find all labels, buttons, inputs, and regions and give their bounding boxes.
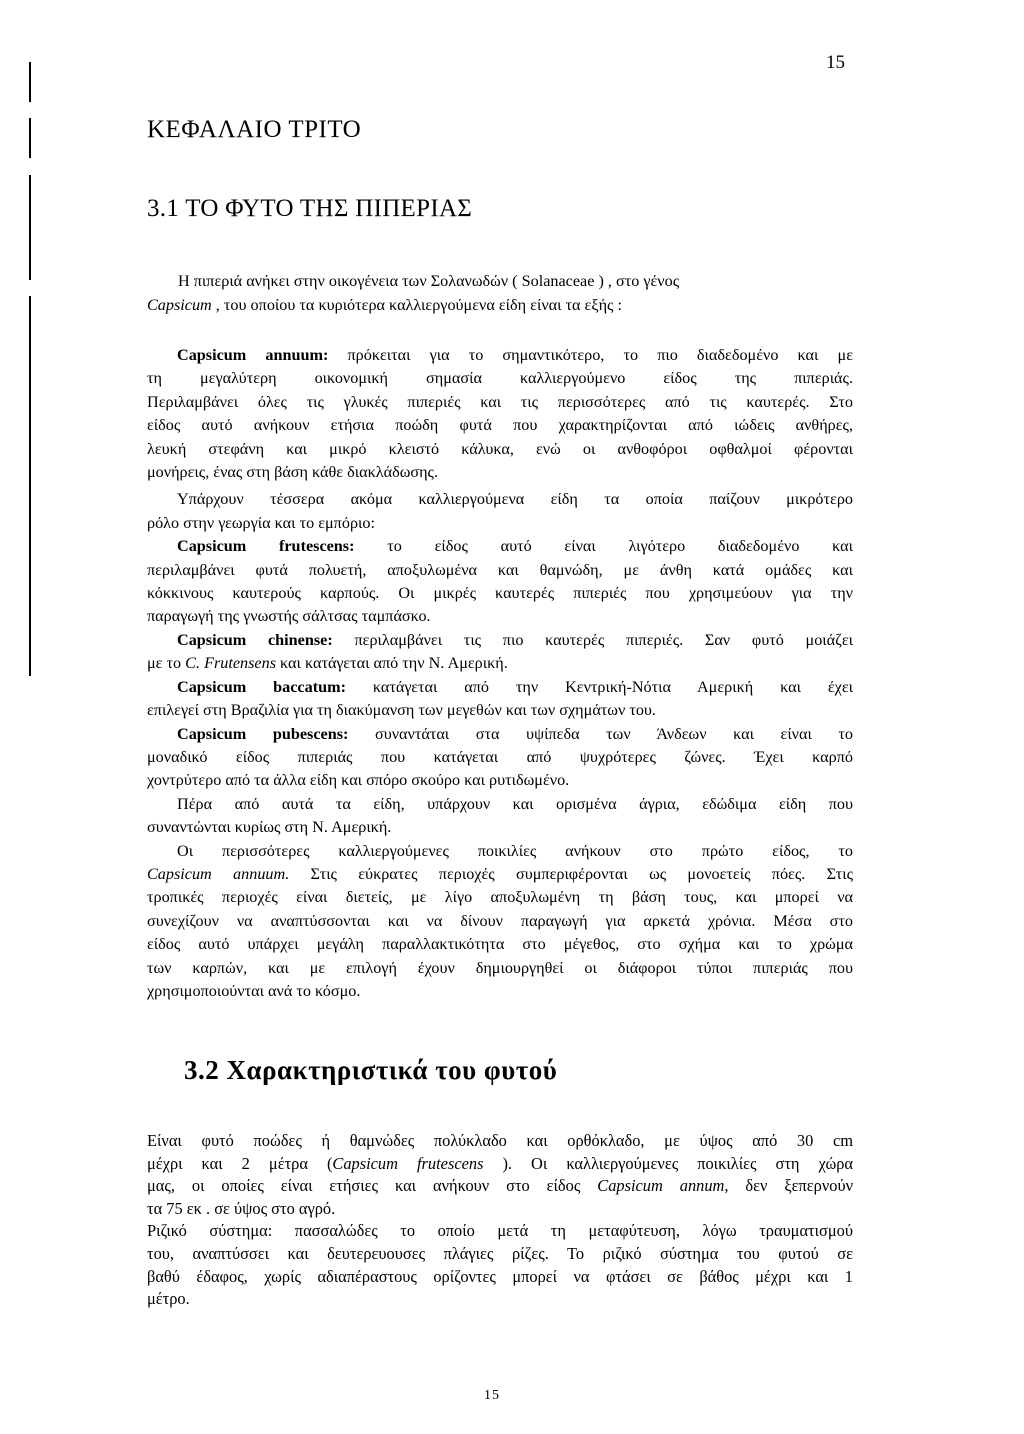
characteristics-paragraph: Είναι φυτό ποώδες ή θαμνώδες πολύκλαδο και ορθόκλαδο, με ύψος από 30 cm μέχρι και 2 μέτρα (Capsicum frutescens ). Οι καλλιεργούμενες ποικιλίες στη χώρα μας, οι οποίες είναι ετήσιες και ανήκουν στο είδος Capsicum annum, δεν ξεπερνούν τα 75 εκ . σε ύψος στο αγρό. Ριζικό σύστημα: πασσαλώδες το οποίο μετά τη μεταφύτευση, λόγω τραυματισμού του, αναπτύσσει και δευτερευουσες πλάγιες ρίζες. Το ριζικό σύστημα του φυτού σε βαθύ έδαφος, χωρίς αδιαπέραστους ορίζοντες μπορεί να φτάσει σε βάθος μέχρι και 1 μέτρο. xyxy=(147,1131,853,1309)
species-name: Capsicum annuum: xyxy=(177,346,329,364)
species-list: Capsicum annuum: πρόκειται για το σημαντικότερο, το πιο διαδεδομένο και με τη μεγαλύτερη οικονομική σημασία καλλιεργούμενο είδος της πιπεριάς. Περιλαμβάνει όλες τις γλυκές πιπεριές και τις περισσότερες από τις καυτερές. Στο είδος αυτό ανήκουν ετήσια ποώδη φυτά που χαρακτηρίζονται από ιώδεις ανθήρες, λευκή στεφάνη και μικρό κλειστό κάλυκα, ενώ οι ανθοφόροι οφθαλμοί φέρονται μονήρεις, ένας στη βάση κάθε διακλάδωσης. Υπάρχουν τέσσερα ακόμα καλλιεργούμενα είδη τα οποία παίζουν μικρότερο ρόλο στην γεωργία και το εμπόριο: Capsicum frutescens: το είδος αυτό είναι λιγότερο διαδεδομένο και περιλαμβάνει φυτά πολυετή, αποξυλωμένα και θαμνώδη, με άνθη κατά ομάδες και κόκκινους καυτερούς καρπούς. Οι μικρές καυτερές πιπεριές που χρησιμεύουν για την παραγωγή της γνωστής σάλτσας ταμπάσκο. Capsicum chinense: περιλαμβάνει τις πιο καυτερές πιπεριές. Σαν φυτό μοιάζει με το C. Frutensens και κατάγεται από την Ν. Αμερική. Capsicum baccatum: κατάγεται από την Κεντρική-Νότια Αμερική και έχει επιλεγεί στη Βραζιλία για τη διακύμανση των μεγεθών και των σχημάτων του. Capsicum pubescens: συναντάται στα υψίπεδα των Άνδεων και είναι το μοναδικό είδος πιπεριάς που κατάγεται από ψυχρότερες ζώνες. Έχει καρπό χοντρύτερο από τα άλλα είδη και σπόρο σκούρο και ρυτιδωμένο. Πέρα από αυτά τα είδη, υπάρχουν και ορισμένα άγρια, εδώδιμα είδη που συναντώνται κυρίως στη Ν. Αμερική. Οι περισσότερες καλλιεργούμενες ποικιλίες ανήκουν στο πρώτο είδος, το Capsicum annuum. Στις εύκρατες περιοχές συμπεριφέρονται ως μονοετείς πόες. Στις τροπικές περιοχές είναι διετείς, με λίγο αποξυλωμένη τη βάση τους, και μπορεί να συνεχίζουν να αναπτύσσονται και να δίνουν παραγωγή για αρκετά χρόνια. Μέσα στο είδος αυτό υπάρχει μεγάλη παραλλακτικότητα στο μέγεθος, στο σχήμα και το χρώμα των καρπών, και με επιλογή έχουν δημιουργηθεί οι διάφοροι τύποι πιπεριάς που χρησιμοποιούνται ανά το κόσμο. xyxy=(147,346,854,1000)
margin-mark xyxy=(29,296,31,676)
margin-mark xyxy=(29,175,31,280)
species-name: Capsicum frutescens: xyxy=(177,537,355,556)
species-name: Capsicum pubescens: xyxy=(177,724,349,743)
margin-mark xyxy=(29,62,31,102)
section-title: 3.1 ΤΟ ΦΥΤΟ ΤΗΣ ΠΙΠΕΡΙΑΣ xyxy=(147,195,473,222)
text-line: Η πιπεριά ανήκει στην οικογένεια των Σολανωδών ( Solanaceae ) , στο γένος xyxy=(178,272,680,290)
intro-paragraph-cont: Capsicum , του οποίου τα κυριότερα καλλιεργούμενα είδη είναι τα εξής : xyxy=(147,296,622,314)
intro-paragraph xyxy=(178,270,853,293)
margin-mark xyxy=(29,118,31,158)
species-name: Capsicum baccatum: xyxy=(177,677,346,696)
species-name: Capsicum chinense: xyxy=(177,630,333,649)
genus-name: Capsicum xyxy=(147,296,212,314)
section-title-characteristics: 3.2 Χαρακτηριστικά του φυτού xyxy=(184,1055,558,1085)
page-number-top: 15 xyxy=(826,52,845,73)
chapter-title: ΚΕΦΑΛΑΙΟ ΤΡΙΤΟ xyxy=(147,116,362,143)
page-number-bottom: 15 xyxy=(484,1388,500,1403)
